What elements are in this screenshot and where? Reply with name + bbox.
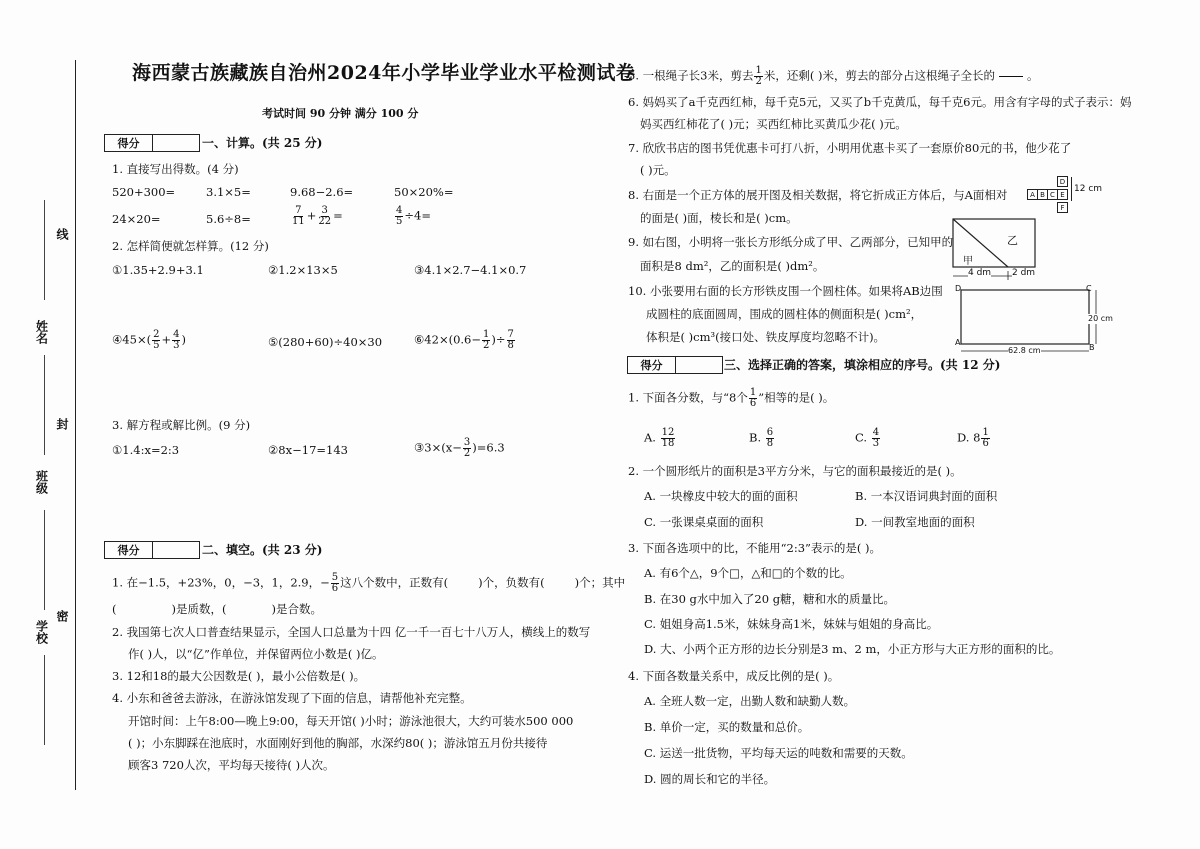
c3-question: 3. 下面各选项中的比，不能用“2:3”表示的是( )。 [628,541,882,555]
c2-option-d[interactable]: D. 一间教室地面的面积 [855,515,975,529]
c1-question: 1. 下面各分数，与“8个 $\frac{1}{6}$ ”相等的是( )。 [628,387,835,409]
field-line-2 [44,355,45,455]
q9-line1: 9. 如右图，小明将一张长方形纸分成了甲、乙两部分，已知甲的 [628,235,954,249]
net-cell-c: C [1047,189,1058,200]
c4-option-b[interactable]: B. 单价一定，买的数量和总价。 [644,720,810,734]
s2-q1-line1: 1. 在−1.5，+23%，0，−3，1，2.9，− $\frac{5}{6}$ 这八个数中，正数有( )个，负数有( )个；其中 [112,572,626,594]
q9-line2: 面积是8 dm²，乙的面积是( )dm²。 [640,259,825,273]
c3-option-a[interactable]: A. 有6个△，9个□，△和□的个数的比。 [644,566,852,580]
score-box-3[interactable]: 得分 [627,356,723,374]
section-3-heading: 三、选择正确的答案，填涂相应的序号。(共 12 分) [724,358,1001,372]
s1-q1-r1c3: 9.68−2.6= [290,185,354,199]
net-cell-b: B [1037,189,1048,200]
s1-q3-title: 3. 解方程或解比例。(9 分) [112,418,251,432]
field-line-1 [44,200,45,300]
class-field[interactable]: 班级 [34,470,49,494]
s2-q1-line2: ( )是质数，( )是合数。 [112,602,322,616]
s1-q1-title: 1. 直接写出得数。(4 分) [112,162,239,176]
c1-option-a[interactable]: A. $\frac{12}{18}$ [644,427,675,449]
c4-question: 4. 下面各数量关系中，成反比例的是( )。 [628,669,840,683]
q10-line3: 体积是( )cm³(接口处、铁皮厚度均忽略不计)。 [646,330,886,344]
s1-q2-d: ④45×( $\frac{2}{5}$ + $\frac{4}{3}$ ) [112,329,186,351]
c2-option-a[interactable]: A. 一块橡皮中较大的面的面积 [644,489,798,503]
seal-char-feng: 封 [55,418,69,430]
dim-2dm: 2 dm [1012,268,1036,278]
c4-option-a[interactable]: A. 全班人数一定，出勤人数和缺勤人数。 [644,694,856,708]
c4-option-c[interactable]: C. 运送一批货物，平均每天运的吨数和需要的天数。 [644,746,913,760]
net-cell-e: E [1057,189,1068,200]
label-yi: 乙 [1007,234,1018,247]
vertex-c: C [1086,284,1092,293]
score-box-2[interactable]: 得分 [104,541,200,559]
s1-q1-r1c1: 520+300= [112,185,176,199]
net-cell-d: D [1057,176,1068,187]
s1-q2-b: ②1.2×13×5 [268,263,338,277]
s1-q1-r1c4: 50×20%= [394,185,454,199]
section-1-heading: 一、计算。(共 25 分) [202,136,323,150]
field-line-3 [44,510,45,610]
c3-option-d[interactable]: D. 大、小两个正方形的边长分别是3 m、2 m，小正方形与大正方形的面积的比。 [644,642,1061,656]
s2-q2-line1: 2. 我国第七次人口普查结果显示，全国人口总量为十四 亿一千一百七十八万人，横线上的数写 [112,625,591,639]
s1-q3-a: ①1.4:x=2:3 [112,443,180,457]
exam-title: 海西蒙古族藏族自治州2024年小学毕业学业水平检测试卷 [132,62,636,84]
q6-line2: 妈买西红柿花了( )元；买西红柿比买黄瓜少花( )元。 [640,117,907,131]
q10-line1: 10. 小张要用右面的长方形铁皮围一个圆柱体。如果将AB边围 [628,284,943,298]
s2-q4-line1: 4. 小东和爸爸去游泳，在游泳馆发现了下面的信息，请帮他补充完整。 [112,691,472,705]
s2-q4-line2: 开馆时间：上午8:00—晚上9:00，每天开馆( )小时；游泳池很大，大约可装水500 000 [128,714,574,728]
s1-q2-f: ⑥42×(0.6− $\frac{1}{2}$ )÷ $\frac{7}{8}$ [414,329,514,351]
s1-q1-r2c2: 5.6÷8= [206,212,251,226]
s2-q3: 3. 12和18的最大公因数是( )，最小公倍数是( )。 [112,669,366,683]
s1-q2-e: ⑤(280+60)÷40×30 [268,335,383,349]
s2-q4-line4: 顾客3 720人次，平均每天接待( )人次。 [128,758,335,772]
vertex-d: D [955,284,962,293]
c2-option-b[interactable]: B. 一本汉语词典封面的面积 [855,489,998,503]
name-field[interactable]: 姓名 [34,320,49,344]
c3-option-c[interactable]: C. 姐姐身高1.5米，妹妹身高1米，妹妹与姐姐的身高比。 [644,617,939,631]
s1-q1-r2c4: $\frac{4}{5}$ ÷4= [396,205,431,227]
c4-option-d[interactable]: D. 圆的周长和它的半径。 [644,772,776,786]
s1-q2-title: 2. 怎样简便就怎样算。(12 分) [112,239,269,253]
s1-q2-c: ③4.1×2.7−4.1×0.7 [414,263,527,277]
binding-line [75,60,76,790]
c2-option-c[interactable]: C. 一张课桌桌面的面积 [644,515,764,529]
score-input-2[interactable] [153,542,199,558]
s1-q3-c: ③3×(x− $\frac{3}{2}$ )=6.3 [414,437,505,459]
seal-char-xian: 线 [55,228,69,240]
s1-q1-r2c1: 24×20= [112,212,161,226]
vertex-b: B [1089,343,1095,352]
score-box-1[interactable]: 得分 [104,134,200,152]
net-dim-line [1071,177,1072,201]
q6-line1: 6. 妈妈买了a千克西红柿，每千克5元，又买了b千克黄瓜，每千克6元。用含有字母的式子表示：妈 [628,95,1132,109]
c1-option-b[interactable]: B. $\frac{6}{8}$ [749,427,774,449]
vertex-a: A [955,338,961,347]
net-cell-a: A [1027,189,1038,200]
label-jia: 甲 [963,256,973,267]
dim-4dm: 4 dm [968,268,992,278]
c2-question: 2. 一个圆形纸片的面积是3平方分米，与它的面积最接近的是( )。 [628,464,962,478]
dim-height: 20 cm [1088,314,1113,323]
q7-line2: ( )元。 [640,163,676,177]
seal-char-mi: 密 [55,610,69,622]
s1-q2-a: ①1.35+2.9+3.1 [112,263,204,277]
c3-option-b[interactable]: B. 在30 g水中加入了20 g糖，糖和水的质量比。 [644,592,896,606]
q7-line1: 7. 欣欣书店的图书凭优惠卡可打八折，小明用优惠卡买了一套原价80元的书，他少花了 [628,141,1072,155]
s1-q1-r1c2: 3.1×5= [206,185,251,199]
field-line-4 [44,655,45,745]
q5: 5. 一根绳子长3米，剪去 $\frac{1}{2}$ 米，还剩( )米，剪去的部分占这根绳子全长的 。 [628,65,1039,87]
school-field[interactable]: 学校 [34,620,49,644]
s2-q2-line2: 作( )人，以“亿”作单位，并保留两位小数是( )亿。 [128,647,384,661]
score-input-1[interactable] [153,135,199,151]
score-input-3[interactable] [676,357,722,373]
section-2-heading: 二、填空。(共 23 分) [202,543,323,557]
c1-option-c[interactable]: C. $\frac{4}{3}$ [855,427,880,449]
net-cell-f: F [1057,202,1068,213]
q8-line2: 的面是( )面，棱长和是( )cm。 [640,211,798,225]
exam-subtitle: 考试时间 90 分钟 满分 100 分 [262,107,419,120]
c1-option-d[interactable]: D. 8 $\frac{1}{6}$ [957,427,989,449]
q8-line1: 8. 右面是一个正方体的展开图及相关数据，将它折成正方体后，与A面相对 [628,188,1008,202]
dim-width: 62.8 cm [1008,346,1041,355]
s2-q4-line3: ( )；小东脚踩在池底时，水面刚好到他的胸部，水深约80( )；游泳馆五月份共接待 [128,736,548,750]
s1-q1-r2c3: $\frac{7}{11}$ + $\frac{3}{22}$ = [292,205,343,227]
q10-line2: 成圆柱的底面圆周，围成的圆柱体的侧面积是( )cm²， [646,307,923,321]
s1-q3-b: ②8x−17=143 [268,443,348,457]
net-dim-label: 12 cm [1074,184,1103,194]
